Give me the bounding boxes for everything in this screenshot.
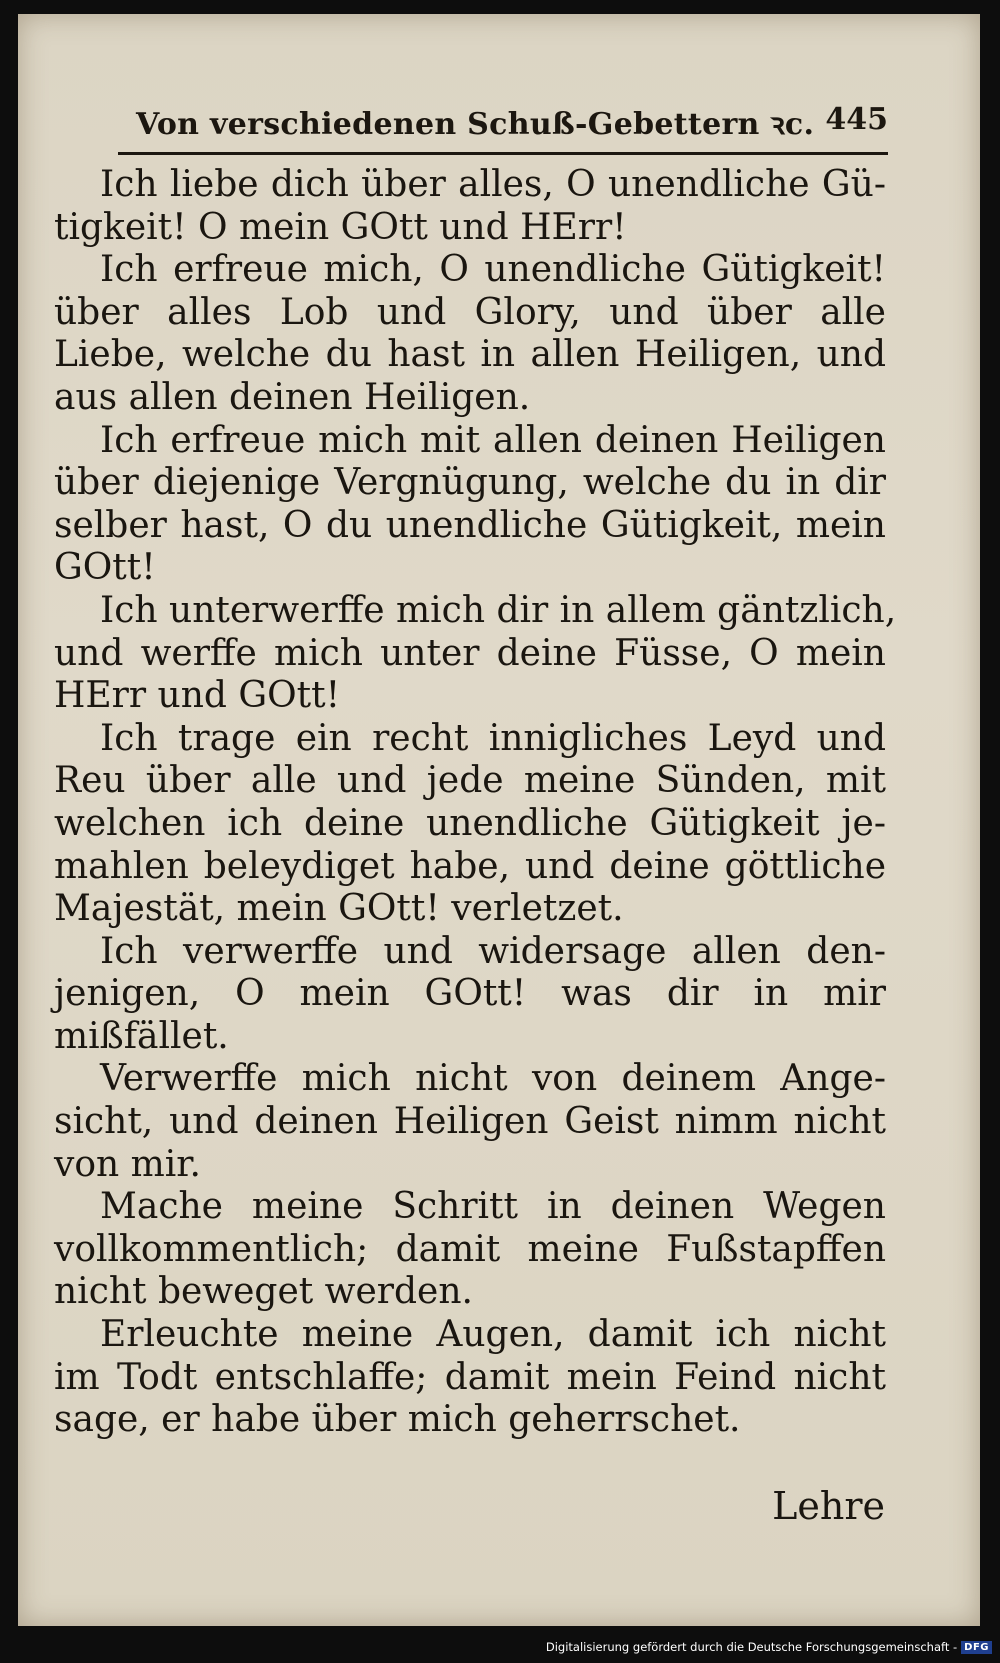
text-line: aus allen deinen Heiligen.	[54, 376, 531, 418]
text-line: sicht, und deinen Heiligen Geist nimm nicht	[54, 1101, 886, 1143]
catchword: Lehre	[772, 1484, 885, 1528]
text-line: Mache meine Schritt in deinen Wegen	[100, 1186, 886, 1228]
text-line: über alles Lob und Glory, und über alle	[54, 291, 886, 333]
text-line: Ich erfreue mich, O unendliche Gütigkeit!	[100, 249, 886, 291]
text-line: von mir.	[54, 1143, 201, 1185]
running-head: Von verschiedenen Schuß-Gebettern ꝛc.	[136, 107, 815, 142]
text-line: Ich liebe dich über alles, O unendliche Gü-	[100, 164, 886, 205]
text-line: Ich verwerffe und widersage allen den-	[100, 930, 886, 972]
text-line: sage, er habe über mich geherrschet.	[54, 1399, 741, 1441]
text-line: tigkeit! O mein GOtt und HErr!	[54, 206, 627, 248]
text-line: vollkommentlich; damit meine Fußstapffen	[54, 1228, 886, 1270]
text-line: Verwerffe mich nicht von deinem Ange-	[100, 1058, 886, 1100]
text-line: Ich erfreue mich mit allen deinen Heiligen	[100, 419, 886, 461]
credit-text: Digitalisierung gefördert durch die Deutsche Forschungsgemeinschaft -	[545, 1640, 958, 1654]
text-line: im Todt entschlaffe; damit mein Feind nicht	[54, 1356, 886, 1398]
body-text	[54, 164, 897, 1442]
header-rule	[118, 152, 888, 155]
text-line: welchen ich deine unendliche Gütigkeit je-	[54, 802, 886, 844]
text-line: Erleuchte meine Augen, damit ich nicht	[100, 1314, 886, 1356]
text-line: selber hast, O du unendliche Gütigkeit, mein	[54, 504, 886, 546]
text-line: Ich unterwerffe mich dir in allem gäntzlich,	[100, 589, 897, 631]
text-line: Ich trage ein recht innigliches Leyd und	[100, 717, 886, 759]
book-page	[18, 14, 980, 1626]
page-header	[118, 98, 888, 158]
dfg-logo: DFG	[961, 1641, 992, 1654]
text-line: Reu über alle und jede meine Sünden, mit	[54, 760, 886, 802]
digitization-credit	[546, 1640, 992, 1654]
text-line: nicht beweget werden.	[54, 1271, 473, 1313]
text-line: Liebe, welche du hast in allen Heiligen, und	[54, 334, 886, 376]
text-line: mahlen beleydiget habe, und deine göttliche	[54, 845, 886, 887]
text-line: jenigen, O mein GOtt! was dir in mir	[54, 973, 886, 1015]
text-line: mißfället.	[54, 1015, 229, 1057]
text-line: GOtt!	[54, 547, 156, 589]
text-line: HErr und GOtt!	[54, 675, 341, 717]
text-line: und werffe mich unter deine Füsse, O mein	[54, 632, 886, 674]
text-line: Majestät, mein GOtt! verletzet.	[54, 888, 624, 930]
text-line: über diejenige Vergnügung, welche du in dir	[54, 462, 886, 504]
page-number: 445	[825, 102, 888, 137]
